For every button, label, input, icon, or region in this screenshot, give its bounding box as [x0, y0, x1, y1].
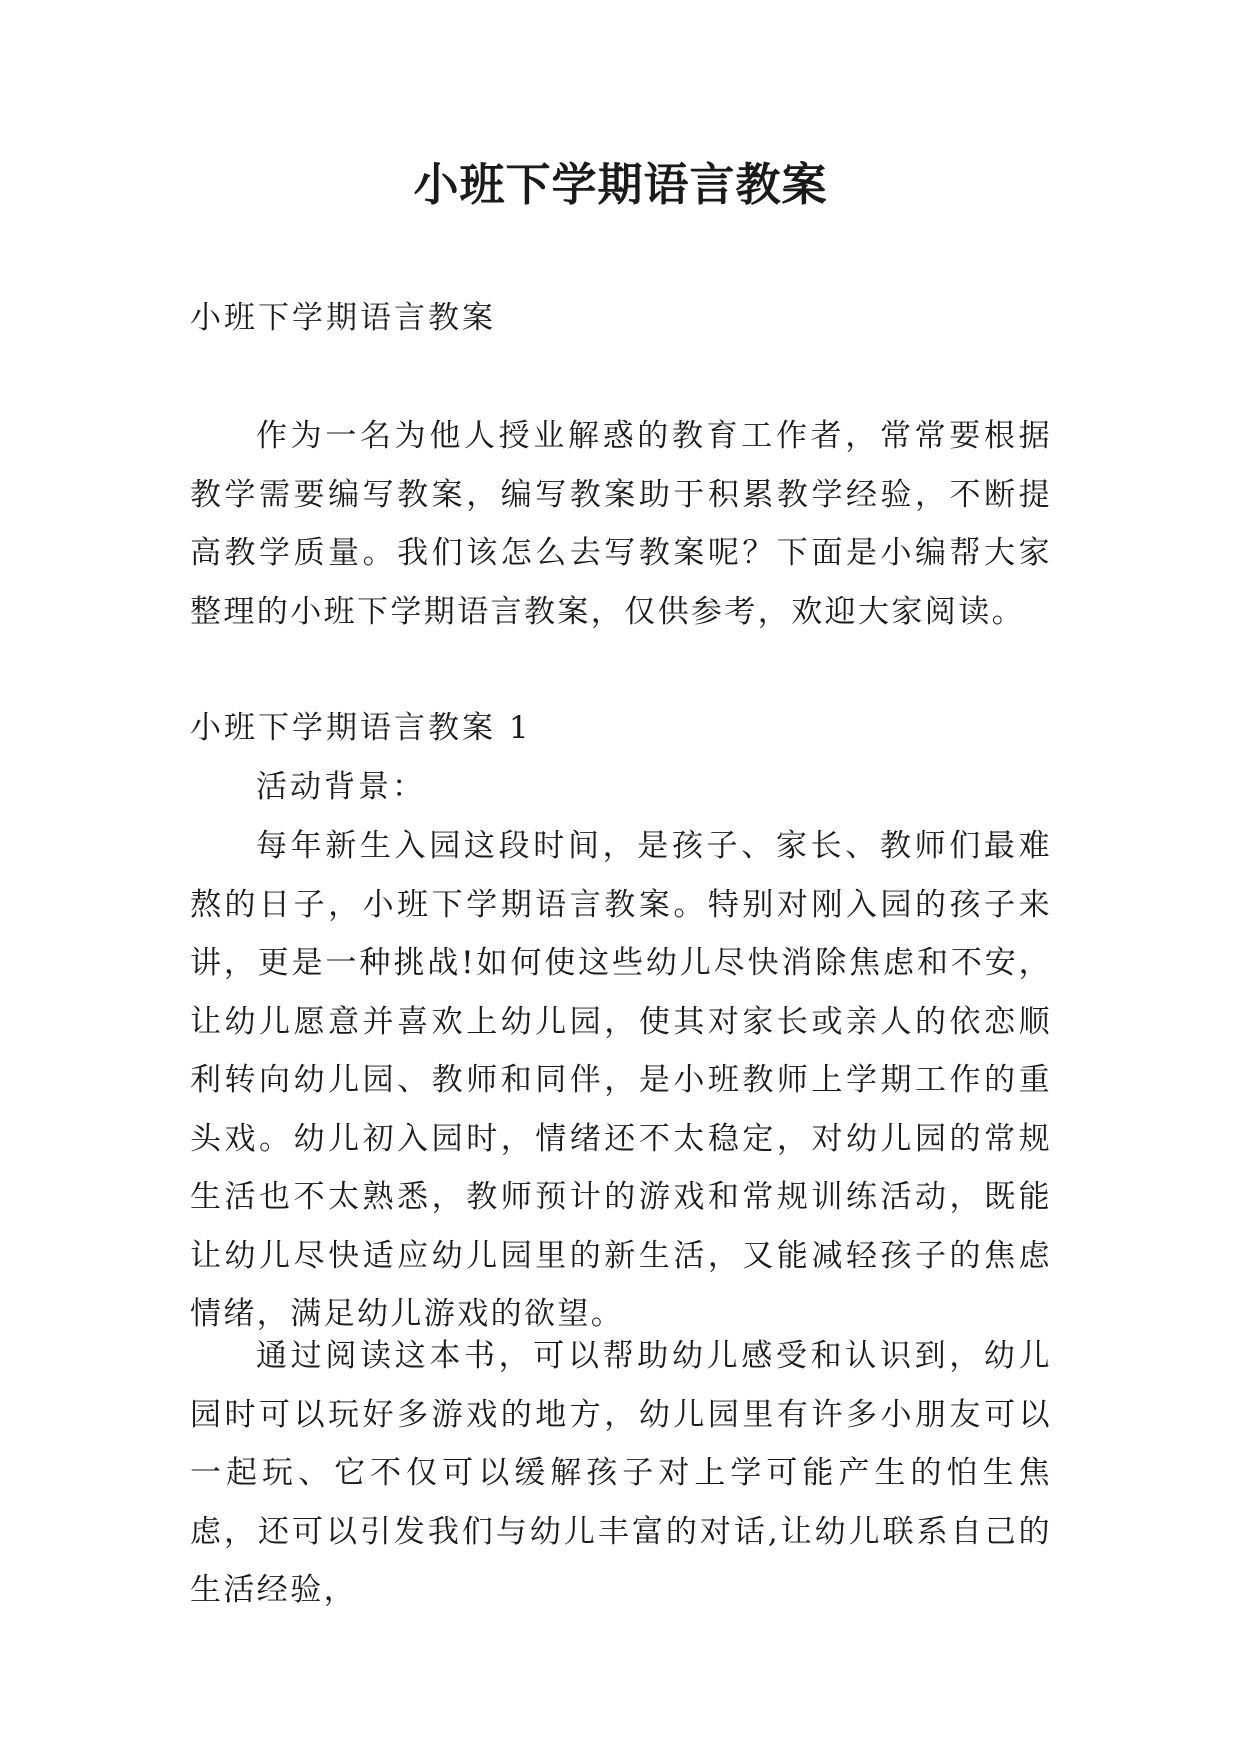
intro-paragraph: 作为一名为他人授业解惑的教育工作者，常常要根据教学需要编写教案，编写教案助于积累教学经验，不断提高教学质量。我们该怎么去写教案呢？下面是小编帮大家整理的小班下学期语言教案，仅供参考，欢迎大家阅读。 — [190, 418, 1052, 630]
reading-paragraph: 通过阅读这本书，可以帮助幼儿感受和认识到，幼儿园时可以玩好多游戏的地方，幼儿园里有许多小朋友可以一起玩、它不仅可以缓解孩子对上学可能产生的怕生焦虑，还可以引发我们与幼儿丰富的对话,让幼儿联系自己的生活经验， — [190, 1338, 1052, 1608]
section-heading: 小班下学期语言教案 1 — [190, 710, 532, 746]
document-title: 小班下学期语言教案 — [413, 158, 828, 211]
document-subtitle: 小班下学期语言教案 — [190, 300, 496, 336]
background-paragraph: 每年新生入园这段时间，是孩子、家长、教师们最难熬的日子，小班下学期语言教案。特别对刚入园的孩子来讲，更是一种挑战!如何使这些幼儿尽快消除焦虑和不安，让幼儿愿意并喜欢上幼儿园，使其对家长或亲人的依恋顺利转向幼儿园、教师和同伴，是小班教师上学期工作的重头戏。幼儿初入园时，情绪还不太稳定，对幼儿园的常规生活也不太熟悉，教师预计的游戏和常规训练活动，既能让幼儿尽快适应幼儿园里的新生活，又能减轻孩子的焦虑情绪，满足幼儿游戏的欲望。 — [190, 828, 1052, 1332]
activity-background-label: 活动背景： — [256, 769, 426, 805]
